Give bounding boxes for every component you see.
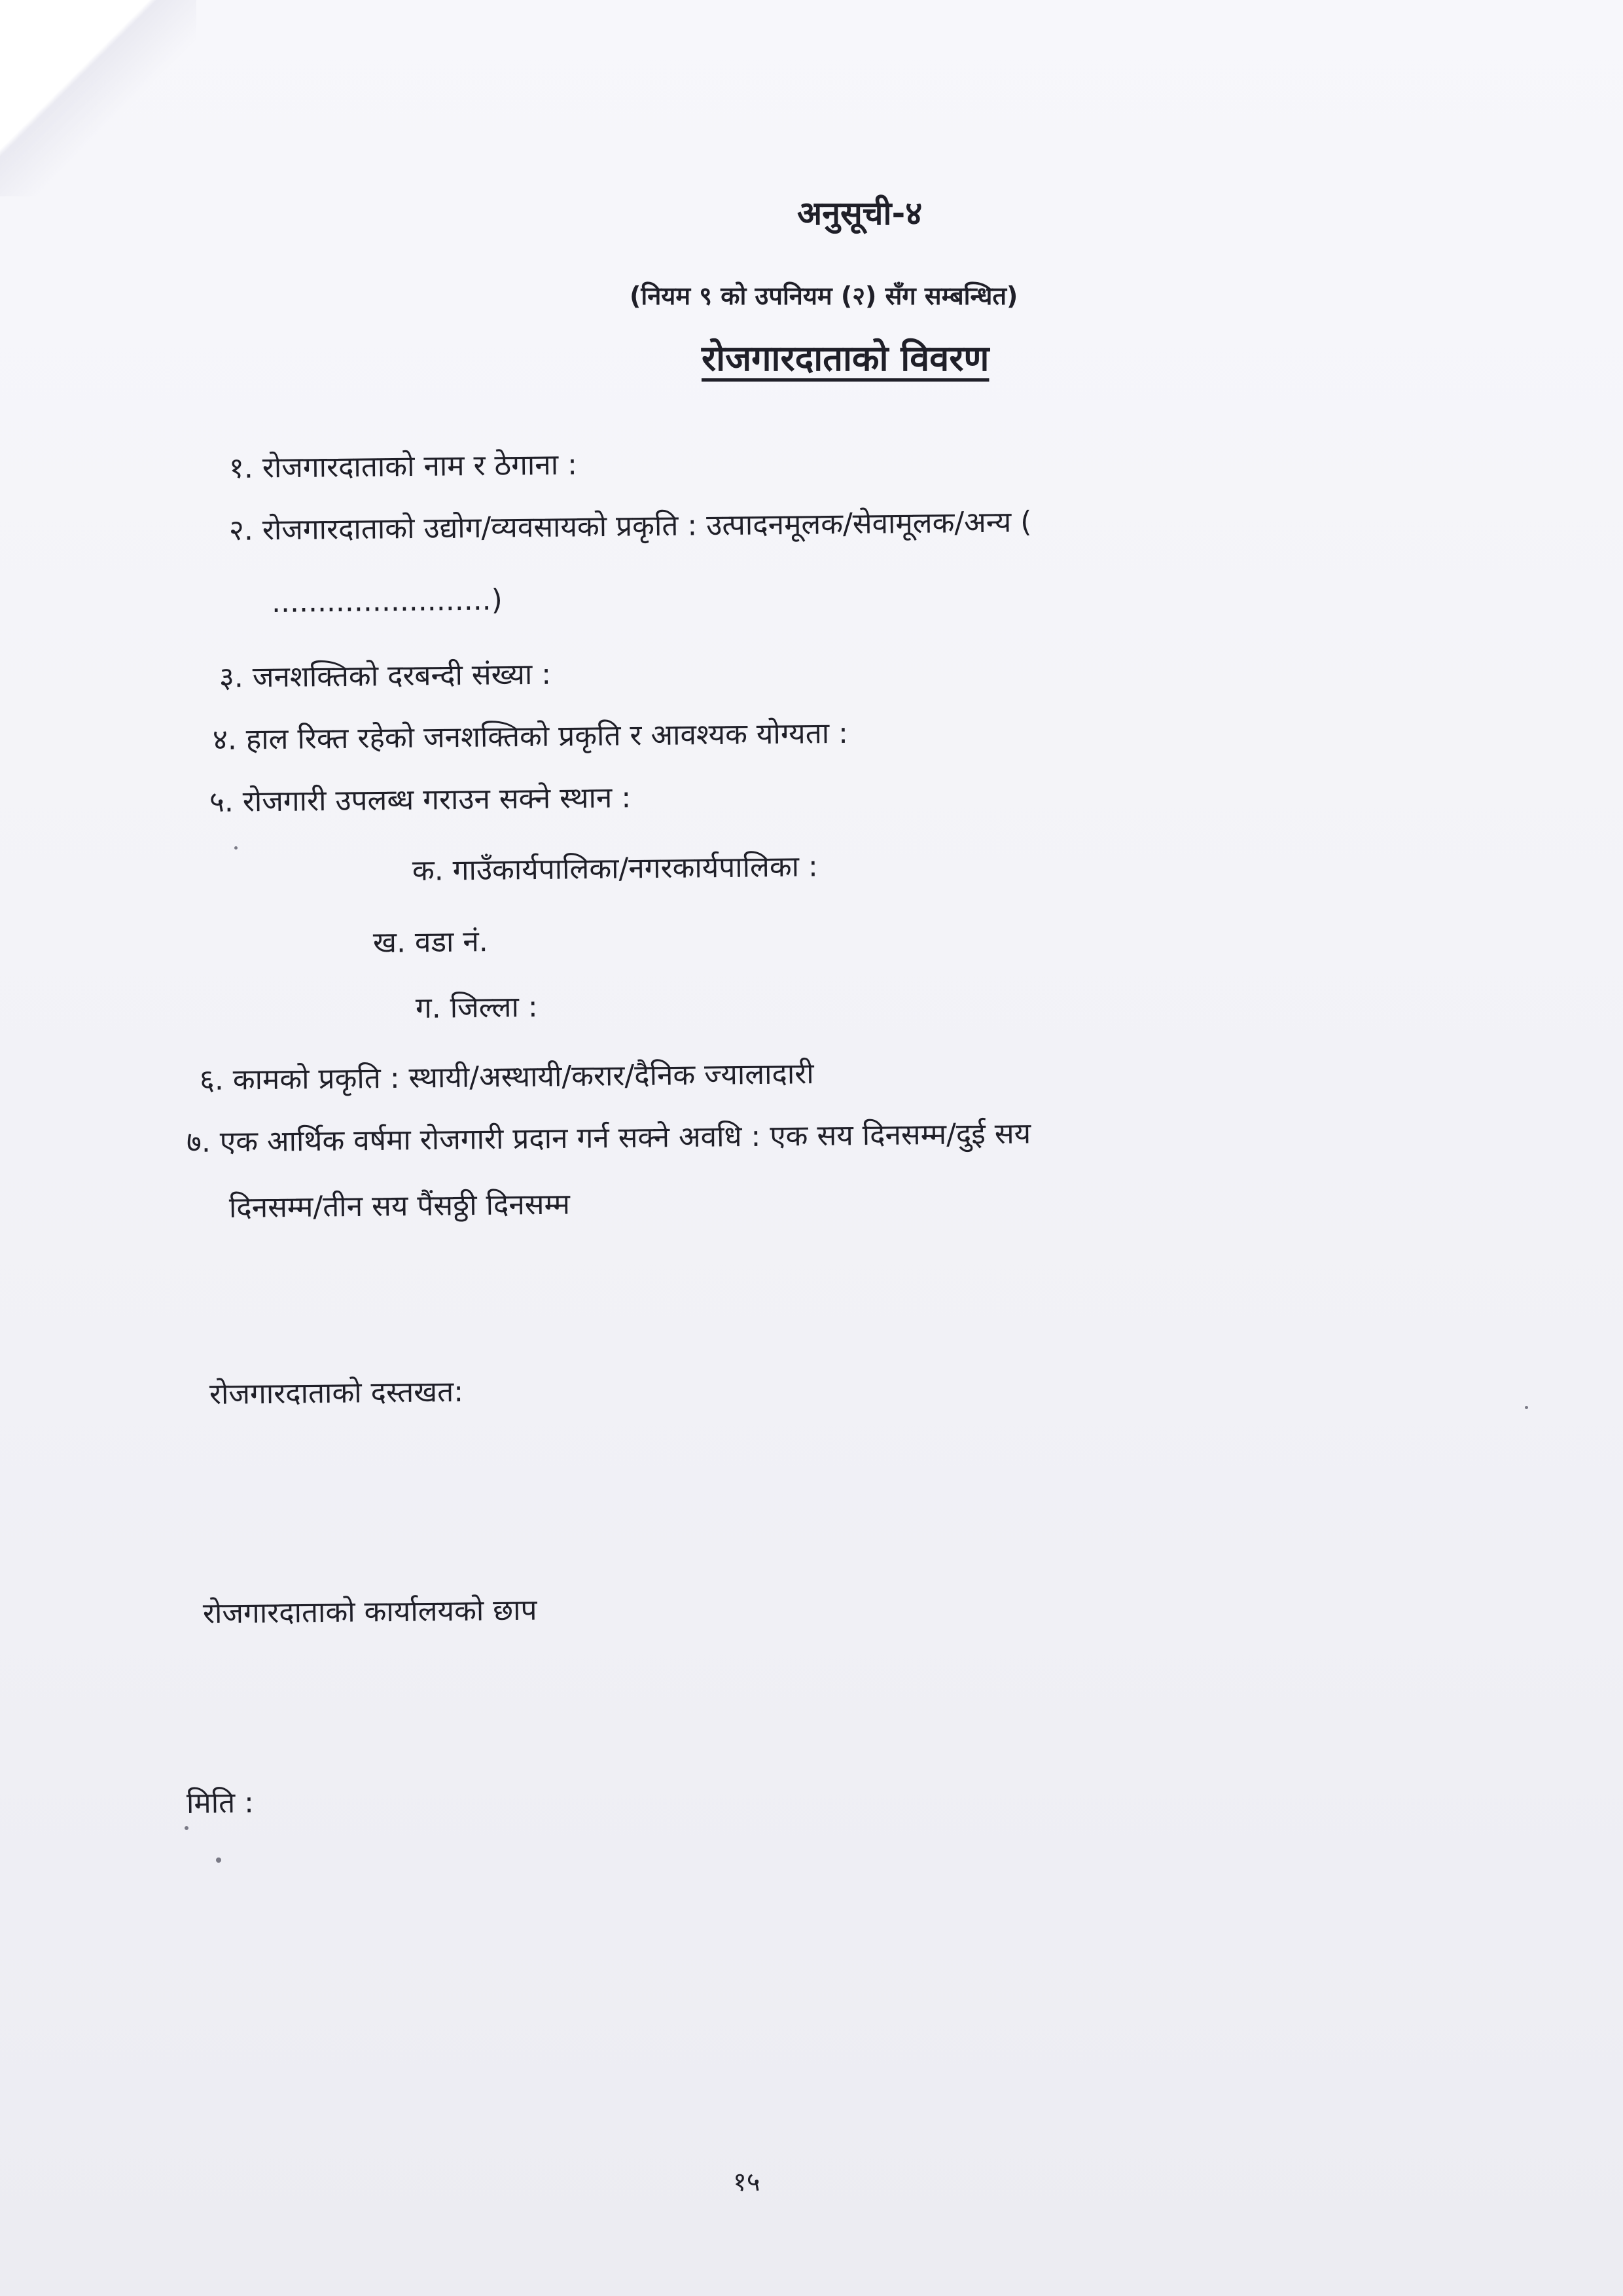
- form-item-vacancy-qualification: ४. हाल रिक्त रहेको जनशक्तिको प्रकृति र आवश्यक योग्यता :: [212, 716, 849, 757]
- form-item-employment-period: ७. एक आर्थिक वर्षमा रोजगारी प्रदान गर्न सक्ने अवधि : एक सय दिनसम्म/दुई सय: [186, 1117, 1031, 1159]
- form-item-employer-name: १. रोजगारदाताको नाम र ठेगाना :: [228, 448, 578, 485]
- page-number: १५: [733, 2167, 760, 2197]
- scan-speck: [234, 846, 238, 850]
- form-item-business-nature: २. रोजगारदाताको उद्योग/व्यवसायको प्रकृति : उत्पादनमूलक/सेवामूलक/अन्य (: [228, 505, 1032, 547]
- form-item-employment-location: ५. रोजगारी उपलब्ध गराउन सक्ने स्थान :: [209, 781, 632, 819]
- scan-speck: [185, 1826, 188, 1830]
- schedule-heading: अनुसूची-४: [797, 194, 923, 232]
- stamp-label: रोजगारदाताको कार्यालयको छाप: [202, 1593, 537, 1630]
- form-item-employment-period-cont: दिनसम्म/तीन सय पैंसठ्ठी दिनसम्म: [228, 1187, 571, 1225]
- scan-speck: [1525, 1406, 1528, 1409]
- form-title: रोजगारदाताको विवरण: [702, 338, 990, 379]
- folded-corner: [0, 0, 196, 196]
- scan-speck: [216, 1857, 221, 1863]
- form-subitem-ward: ख. वडा नं.: [372, 925, 489, 960]
- form-item-work-nature: ६. कामको प्रकृति : स्थायी/अस्थायी/करार/दैनिक ज्यालादारी: [199, 1057, 814, 1097]
- rule-reference: (नियम ९ को उपनियम (२) सँग सम्बन्धित): [630, 281, 1018, 310]
- form-item-business-nature-blank: ........................): [271, 583, 503, 619]
- form-subitem-municipality: क. गाउँकार्यपालिका/नगरकार्यपालिका :: [412, 850, 819, 888]
- form-subitem-district: ग. जिल्ला :: [415, 990, 538, 1025]
- form-item-workforce-count: ३. जनशक्तिको दरबन्दी संख्या :: [219, 657, 552, 694]
- date-label: मिति :: [186, 1785, 255, 1820]
- signature-label: रोजगारदाताको दस्तखत:: [209, 1374, 464, 1411]
